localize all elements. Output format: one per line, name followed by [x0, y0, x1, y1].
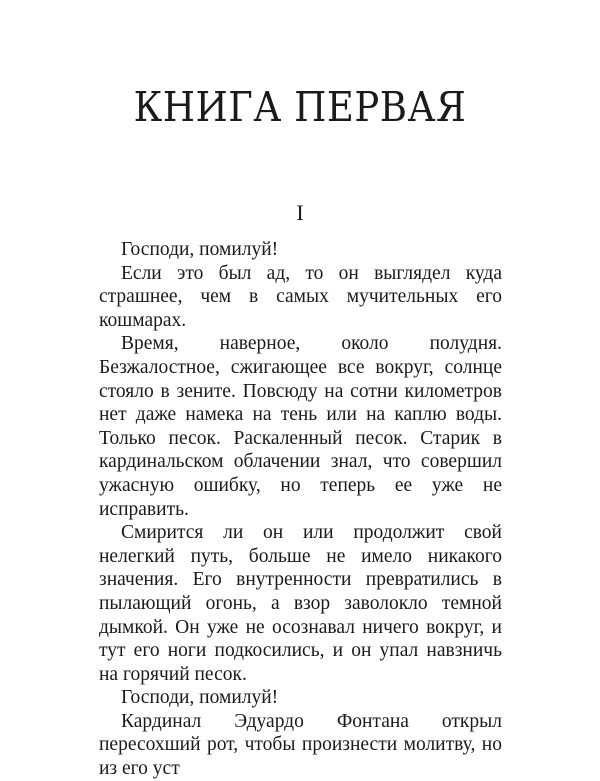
- paragraph: Время, наверное, около полудня. Безжалостное, сжигающее все вокруг, солнце стояло в зените. Повсюду на сотни километров нет даже намека на тень или на каплю воды. Только песок. Раскаленный песок. Старик в кардинальском облачении знал, что совершил ужасную ошибку, но теперь ее уже не исправить.: [99, 333, 502, 520]
- paragraph: Господи, помилуй!: [121, 687, 279, 709]
- book-title: КНИГА ПЕРВАЯ: [133, 83, 467, 132]
- paragraph: Если это был ад, то он выглядел куда страшнее, чем в самых мучительных его кошмарах.: [99, 262, 502, 331]
- paragraph: Кардинал Эдуардо Фонтана открыл пересохший рот, чтобы произнести молитву, но из его уст: [99, 710, 502, 780]
- paragraph: Смирится ли он или продолжит свой нелегкий путь, больше не имело никакого значения. Его внутренности превратились в пылающий огонь, а взор заволокло темной дымкой. Он уже не осознавал ничего вокруг, и тут его ноги подкосились, и он упал навзничь на горячий песок.: [99, 522, 502, 685]
- paragraph: Господи, помилуй!: [121, 239, 279, 260]
- chapter-number: I: [296, 200, 304, 225]
- body-text: [99, 238, 502, 781]
